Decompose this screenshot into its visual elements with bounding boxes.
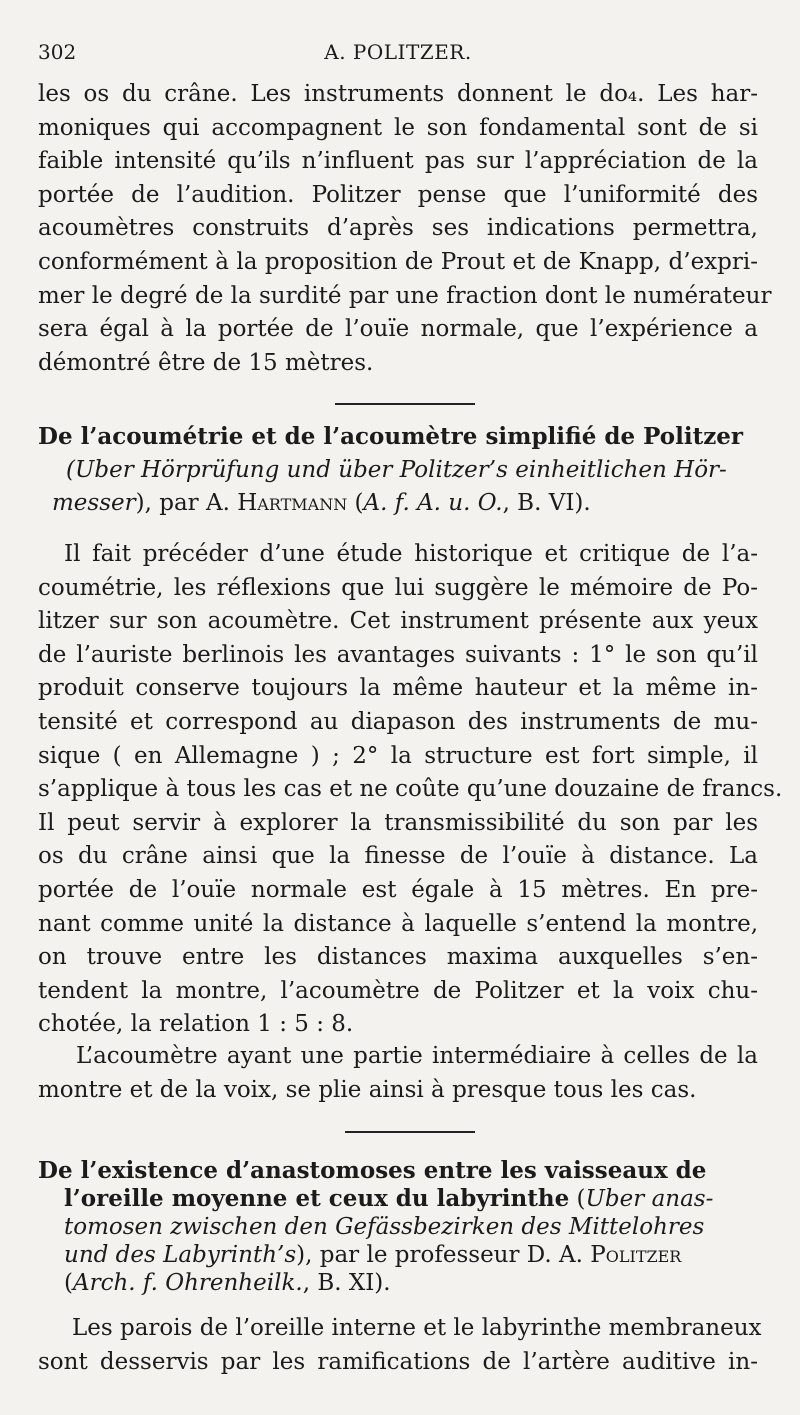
section-title-line: (Arch. f. Ohrenheilk., B. XI). — [64, 1270, 391, 1296]
page-number: 302 — [38, 40, 77, 64]
text-line: produit conserve toujours la même hauteur et la même in- — [38, 675, 758, 702]
text-line: acoumètres construits d’après ses indications permettra, — [38, 215, 758, 242]
text-line: on trouve entre les distances maxima auxquelles s’en- — [38, 944, 758, 971]
text-line: s’applique à tous les cas et ne coûte qu’une douzaine de francs. — [38, 776, 783, 803]
text-line: de l’auriste berlinois les avantages suivants : 1° le son qu’il — [38, 641, 758, 668]
text-line: tendent la montre, l’acoumètre de Politzer et la voix chu- — [38, 977, 758, 1004]
text-line: chotée, la relation 1 : 5 : 8. — [38, 1011, 354, 1038]
journal-reference: A. f. A. u. O. — [363, 490, 503, 517]
text-line: portée de l’ouïe normale est égale à 15 mètres. En pre- — [38, 876, 758, 903]
text-line: sera égal à la portée de l’ouïe normale, que l’expérience a — [38, 316, 758, 343]
author-name: Politzer — [590, 1242, 682, 1268]
section-divider — [345, 1131, 475, 1133]
text-line: tensité et correspond au diapason des instruments de mu- — [38, 708, 758, 735]
text-line: L’acoumètre ayant une partie intermédiaire à celles de la — [76, 1043, 758, 1069]
text-line: Les parois de l’oreille interne et le labyrinthe membraneux — [72, 1315, 762, 1341]
text-line: portée de l’audition. Politzer pense que l’uniformité des — [38, 181, 758, 208]
text-line: sique ( en Allemagne ) ; 2° la structure est fort simple, il — [38, 742, 758, 769]
text-line: démontré être de 15 mètres. — [38, 349, 374, 376]
paragraph-3 — [38, 1040, 758, 1107]
text-line: montre et de la voix, se plie ainsi à presque tous les cas. — [38, 1076, 697, 1103]
text-line: conformément à la proposition de Prout et de Knapp, d’expri- — [38, 248, 758, 275]
section-title-line: messer), par A. Hartmann (A. f. A. u. O., B. VI). — [52, 490, 591, 517]
journal-reference: Arch. f. Ohrenheilk. — [72, 1270, 303, 1296]
text-line: sont desservis par les ramifications de l’artère auditive in- — [38, 1348, 758, 1375]
text-line: faible intensité qu’ils n’influent pas sur l’appréciation de la — [38, 148, 758, 175]
text-line: nant comme unité la distance à laquelle s’entend la montre, — [38, 910, 758, 937]
text-line: litzer sur son acoumètre. Cet instrument présente aux yeux — [38, 608, 758, 635]
paragraph-2 — [38, 538, 783, 1042]
text-line: Il fait précéder d’une étude historique et critique de l’a- — [64, 541, 758, 567]
text-line: os du crâne ainsi que la finesse de l’ouïe à distance. La — [38, 843, 758, 870]
text-line: mer le degré de la surdité par une fraction dont le numérateur — [38, 282, 772, 309]
section-title-line: l’oreille moyenne et ceux du labyrinthe (Uber anas- — [64, 1185, 714, 1212]
text-line: moniques qui accompagnent le son fondamental sont de si — [38, 114, 758, 141]
paragraph-4 — [38, 1312, 762, 1379]
section-title-line: De l’acoumétrie et de l’acoumètre simplifié de Politzer — [38, 423, 744, 450]
text-line: Il peut servir à explorer la transmissibilité du son par les — [38, 809, 758, 836]
section-divider — [335, 403, 475, 405]
section-title-line: und des Labyrinth’s), par le professeur D. A. Politzer — [64, 1242, 682, 1268]
section-2-title — [38, 1157, 758, 1297]
text-line: les os du crâne. Les instruments donnent le do₄. Les har- — [38, 81, 758, 107]
page-header — [38, 34, 758, 74]
author-name: Hartmann — [237, 490, 348, 517]
paragraph-1 — [38, 78, 772, 380]
running-head: A. POLITZER. — [324, 40, 472, 64]
section-title-line: De l’existence d’anastomoses entre les vaisseaux de — [38, 1157, 707, 1184]
section-title-line: tomosen zwischen den Gefässbezirken des Mittelohres — [64, 1214, 705, 1240]
text-line: coumétrie, les réflexions que lui suggère le mémoire de Po- — [38, 574, 758, 601]
section-1-title — [38, 420, 758, 521]
section-title-line: (Uber Hörprüfung und über Politzer’s einheitlichen Hör- — [66, 456, 727, 483]
